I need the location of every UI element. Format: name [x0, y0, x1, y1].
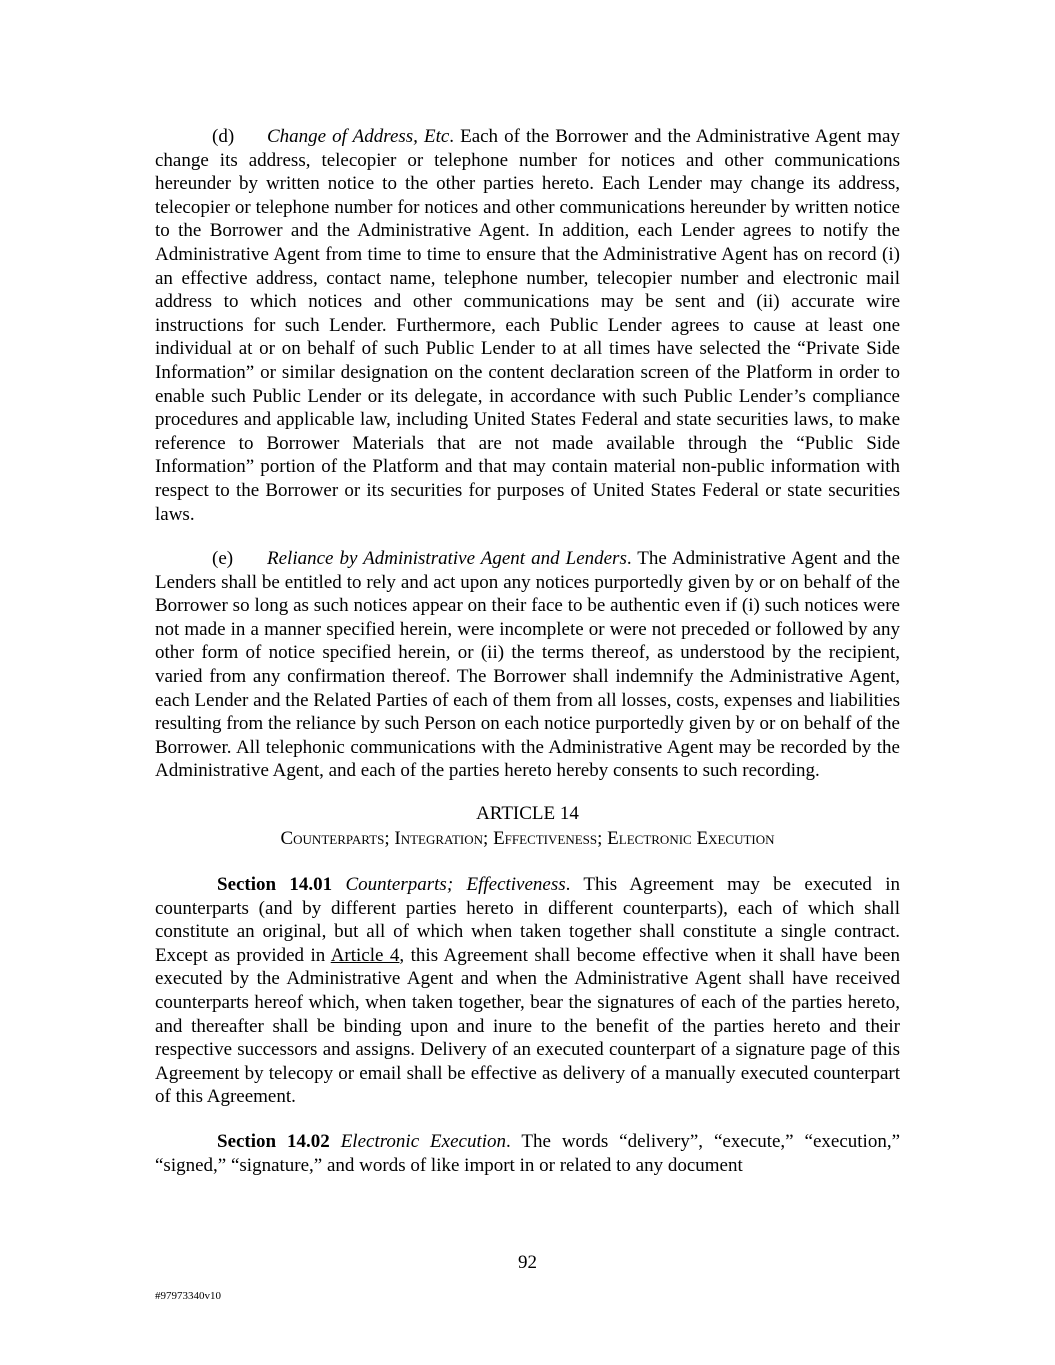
section-14-01-number: Section 14.01	[217, 874, 333, 896]
paragraph-e	[155, 547, 900, 783]
section-14-01	[155, 873, 900, 1109]
paragraph-d	[155, 125, 900, 526]
paragraph-d-heading: Change of Address, Etc	[267, 126, 450, 147]
page-number: 92	[518, 1252, 537, 1273]
section-14-01-heading: Counterparts; Effectiveness	[345, 874, 566, 896]
document-page	[155, 125, 900, 1177]
document-id: #97973340v10	[155, 1290, 221, 1302]
paragraph-marker-e: (e)	[212, 548, 234, 570]
section-14-02-body: . The words “delivery”, “execute,” “execution,” “signed,” “signature,” and words of like import in or related to any document	[155, 1130, 900, 1176]
article-4-cross-reference[interactable]: Article 4	[330, 944, 400, 966]
paragraph-marker-d: (d)	[212, 126, 235, 147]
section-14-02	[155, 1130, 900, 1177]
paragraph-e-heading: Reliance by Administrative Agent and Lenders	[267, 548, 627, 570]
paragraph-e-body: . The Administrative Agent and the Lenders shall be entitled to rely and act upon any notices purportedly given by or on behalf of the Borrower so long as such notices appear on their face to be authentic even if (i) such notices were not made in a manner specified herein, were incomplete or were not preceded or followed by any other form of notice specified herein, or (ii) the terms thereof, as understood by the recipient, varied from any confirmation thereof. The Borrower shall indemnify the Administrative Agent, each Lender and the Related Parties of each of them from all losses, costs, expenses and liabilities resulting from the reliance by such Person on each notice purportedly given by or on behalf of the Borrower. All telephonic communications with the Administrative Agent may be recorded by the Administrative Agent, and each of the parties hereto hereby consents to such recording.	[155, 548, 900, 782]
section-14-01-body-before: . This Agreement may be executed in counterparts (and by different parties hereto in different counterparts), each of which shall constitute an original, but all of which when taken together shall constitute a single contract. Except as provided in	[155, 874, 900, 966]
section-14-02-number: Section 14.02	[217, 1130, 330, 1152]
section-14-02-heading: Electronic Execution	[340, 1130, 507, 1152]
article-subtitle: Counterparts; Integration; Effectiveness; Electronic Execution	[280, 828, 775, 850]
section-14-01-body-after: , this Agreement shall become effective when it shall have been executed by the Administrative Agent and when the Administrative Agent shall have received counterparts hereof which, when taken together, bear the signatures of each of the parties hereto, and thereafter shall be binding upon and inure to the benefit of the parties hereto and their respective successors and assigns. Delivery of an executed counterpart of a signature page of this Agreement by telecopy or email shall be effective as delivery of a manually executed counterpart of this Agreement.	[155, 944, 900, 1108]
article-title: ARTICLE 14	[476, 803, 579, 825]
article-heading	[155, 801, 900, 851]
paragraph-d-body: . Each of the Borrower and the Administrative Agent may change its address, telecopier or telephone number for notices and other communications hereunder by written notice to the other parties hereto. Each Lender may change its address, telecopier or telephone number for notices and other communications hereunder by written notice to the Borrower and the Administrative Agent. In addition, each Lender agrees to notify the Administrative Agent from time to time to ensure that the Administrative Agent has on record (i) an effective address, contact name, telephone number, telecopier number and electronic mail address to which notices and other communications may be sent and (ii) accurate wire instructions for such Lender. Furthermore, each Public Lender agrees to cause at least one individual at or on behalf of such Public Lender to at all times have selected the “Private Side Information” or similar designation on the content declaration screen of the Platform in order to enable such Public Lender or its delegate, in accordance with such Public Lender’s compliance procedures and applicable law, including United States Federal and state securities laws, to make reference to Borrower Materials that are not made available through the “Public Side Information” portion of the Platform and that may contain material non-public information with respect to the Borrower or its securities for purposes of United States Federal or state securities laws.	[155, 126, 900, 525]
